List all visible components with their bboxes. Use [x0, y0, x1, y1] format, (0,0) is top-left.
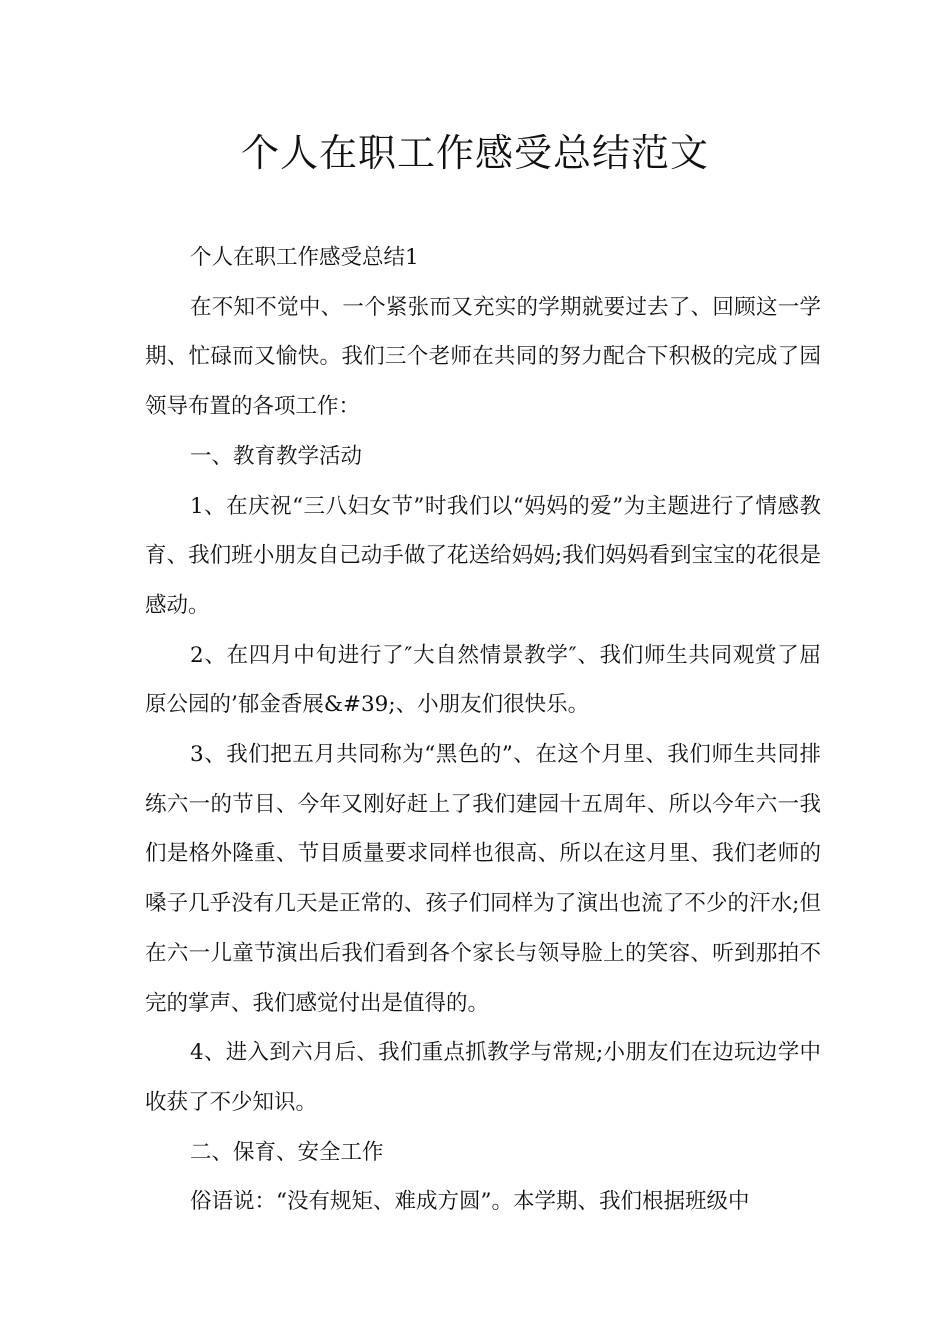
document-title: 个人在职工作感受总结范文 — [240, 131, 709, 175]
body-paragraph: 1、在庆祝“三八妇女节”时我们以“妈妈的爱”为主题进行了情感教育、我们班小朋友自己动手做了花送给妈妈;我们妈妈看到宝宝的花很是感动。 — [145, 493, 821, 618]
body-paragraph: 4、进入到六月后、我们重点抓教学与常规;小朋友们在边玩边学中收获了不少知识。 — [145, 1040, 821, 1115]
section-heading: 个人在职工作感受总结1 — [190, 245, 419, 270]
document-body — [145, 233, 821, 1227]
body-paragraph: 2、在四月中旬进行了″大自然情景教学″、我们师生共同观赏了屈原公园的’郁金香展&#39;、小朋友们很快乐。 — [145, 642, 821, 718]
body-paragraph: 俗语说：“没有规矩、难成方圆”。本学期、我们根据班级中 — [190, 1189, 750, 1215]
body-paragraph: 在不知不觉中、一个紧张而又充实的学期就要过去了、回顾这一学期、忙碌而又愉快。我们三个老师在共同的努力配合下积极的完成了园领导布置的各项工作： — [145, 294, 821, 420]
body-paragraph: 3、我们把五月共同称为“黑色的”、在这个月里、我们师生共同排练六一的节目、今年又刚好赶上了我们建园十五周年、所以今年六一我们是格外隆重、节目质量要求同样也很高、所以在这月里、我们老师的嗓子几乎没有几天是正常的、孩子们同样为了演出也流了不少的汗水;但在六一儿童节演出后我们看到各个家长与领导脸上的笑容、听到那拍不完的掌声、我们感觉付出是值得的。 — [145, 742, 821, 1016]
section-heading: 一、教育教学活动 — [190, 443, 363, 469]
section-heading: 二、保育、安全工作 — [190, 1139, 384, 1165]
